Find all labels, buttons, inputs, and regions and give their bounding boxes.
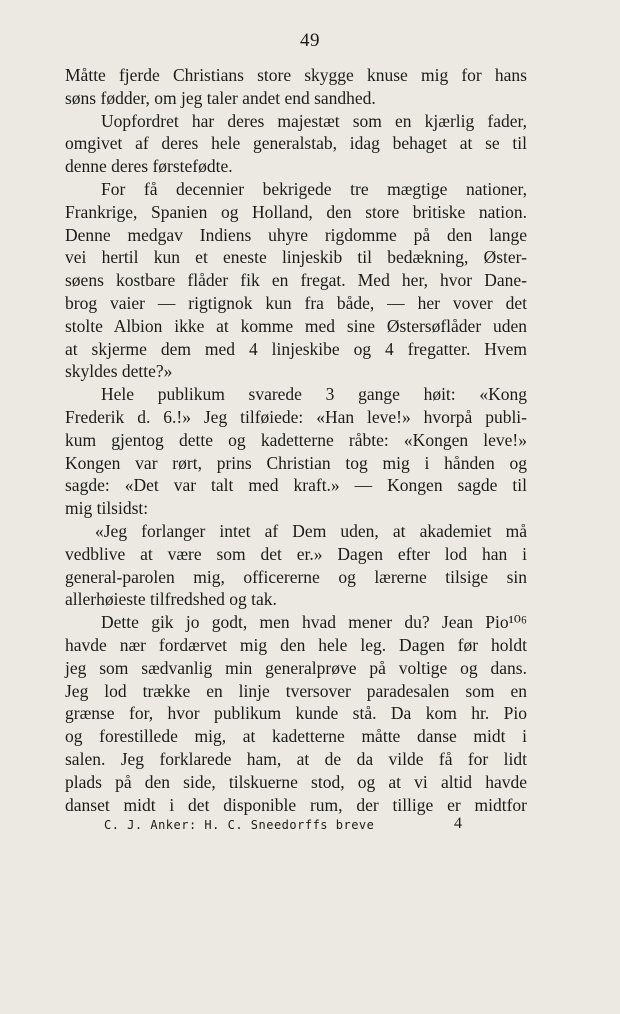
text-line: salen. Jeg forklarede ham, at de da vilde få for lidt — [65, 748, 527, 769]
text-line: vei hertil kun et eneste linjeskib til bedækning, Øster- — [65, 247, 527, 268]
text-line: Uopfordret har deres majestæt som en kjærlig fader, — [101, 110, 527, 131]
text-line: skyldes dette?» — [65, 361, 173, 382]
text-line: sagde: «Det var talt med kraft.» — Kongen sagde til — [65, 475, 527, 496]
footer-signature: C. J. Anker: H. C. Sneedorffs breve — [104, 818, 375, 832]
text-line: general-parolen mig, officererne og lærerne tilsige sin — [65, 566, 527, 587]
text-line: allerhøieste tilfredshed og tak. — [65, 589, 277, 610]
text-line: brog vaier — rigtignok kun fra både, — her vover det — [65, 292, 527, 313]
text-line: For få decennier bekrigede tre mægtige nationer, — [101, 178, 527, 199]
page-number: 49 — [300, 30, 320, 51]
text-line: og forestillede mig, at kadetterne måtte danse midt i — [65, 726, 527, 747]
text-line: kum gjentog dette og kadetterne råbte: «Kongen leve!» — [65, 429, 527, 450]
text-line: mig tilsidst: — [65, 498, 149, 519]
text-line: jeg som sædvanlig min generalprøve på voltige og dans. — [65, 657, 527, 678]
text-line: søns fødder, om jeg taler andet end sandhed. — [65, 87, 376, 108]
text-line: grænse for, hvor publikum kunde stå. Da kom hr. Pio — [65, 703, 527, 724]
text-line: Dette gik jo godt, men hvad mener du? Jean Pio¹⁰⁶ — [101, 612, 527, 633]
text-line: havde nær fordærvet mig den hele leg. Dagen før holdt — [65, 634, 527, 655]
text-line: omgivet af deres hele generalstab, idag behaget at se til — [65, 133, 527, 154]
text-line: plads på den side, tilskuerne stod, og at vi altid havde — [65, 771, 527, 792]
text-line: Hele publikum svarede 3 gange høit: «Kong — [101, 384, 527, 405]
text-line: «Jeg forlanger intet af Dem uden, at akademiet må — [95, 520, 527, 541]
sheet-number: 4 — [454, 815, 463, 832]
body-text — [65, 64, 527, 816]
text-line: Jeg lod trække en linje tversover paradesalen som en — [65, 680, 527, 701]
text-line: Kongen var rørt, prins Christian tog mig i hånden og — [65, 452, 527, 473]
text-line: Frankrige, Spanien og Holland, den store britiske nation. — [65, 201, 527, 222]
text-line: Måtte fjerde Christians store skygge knuse mig for hans — [65, 65, 527, 85]
text-line: at skjerme dem med 4 linjeskibe og 4 fregatter. Hvem — [65, 338, 527, 359]
text-line: søens kostbare flåder fik en fregat. Med her, hvor Dane- — [65, 270, 527, 291]
text-line: Frederik d. 6.!» Jeg tilføiede: «Han leve!» hvorpå publi- — [65, 406, 527, 427]
text-line: denne deres førstefødte. — [65, 156, 233, 177]
text-line: vedblive at være som det er.» Dagen efter lod han i — [65, 543, 527, 564]
text-line: Denne medgav Indiens uhyre rigdomme på den lange — [65, 224, 527, 245]
text-line: stolte Albion ikke at komme med sine Østersøflåder uden — [65, 315, 527, 336]
text-line: danset midt i det disponible rum, der tillige er midtfor — [65, 794, 527, 815]
